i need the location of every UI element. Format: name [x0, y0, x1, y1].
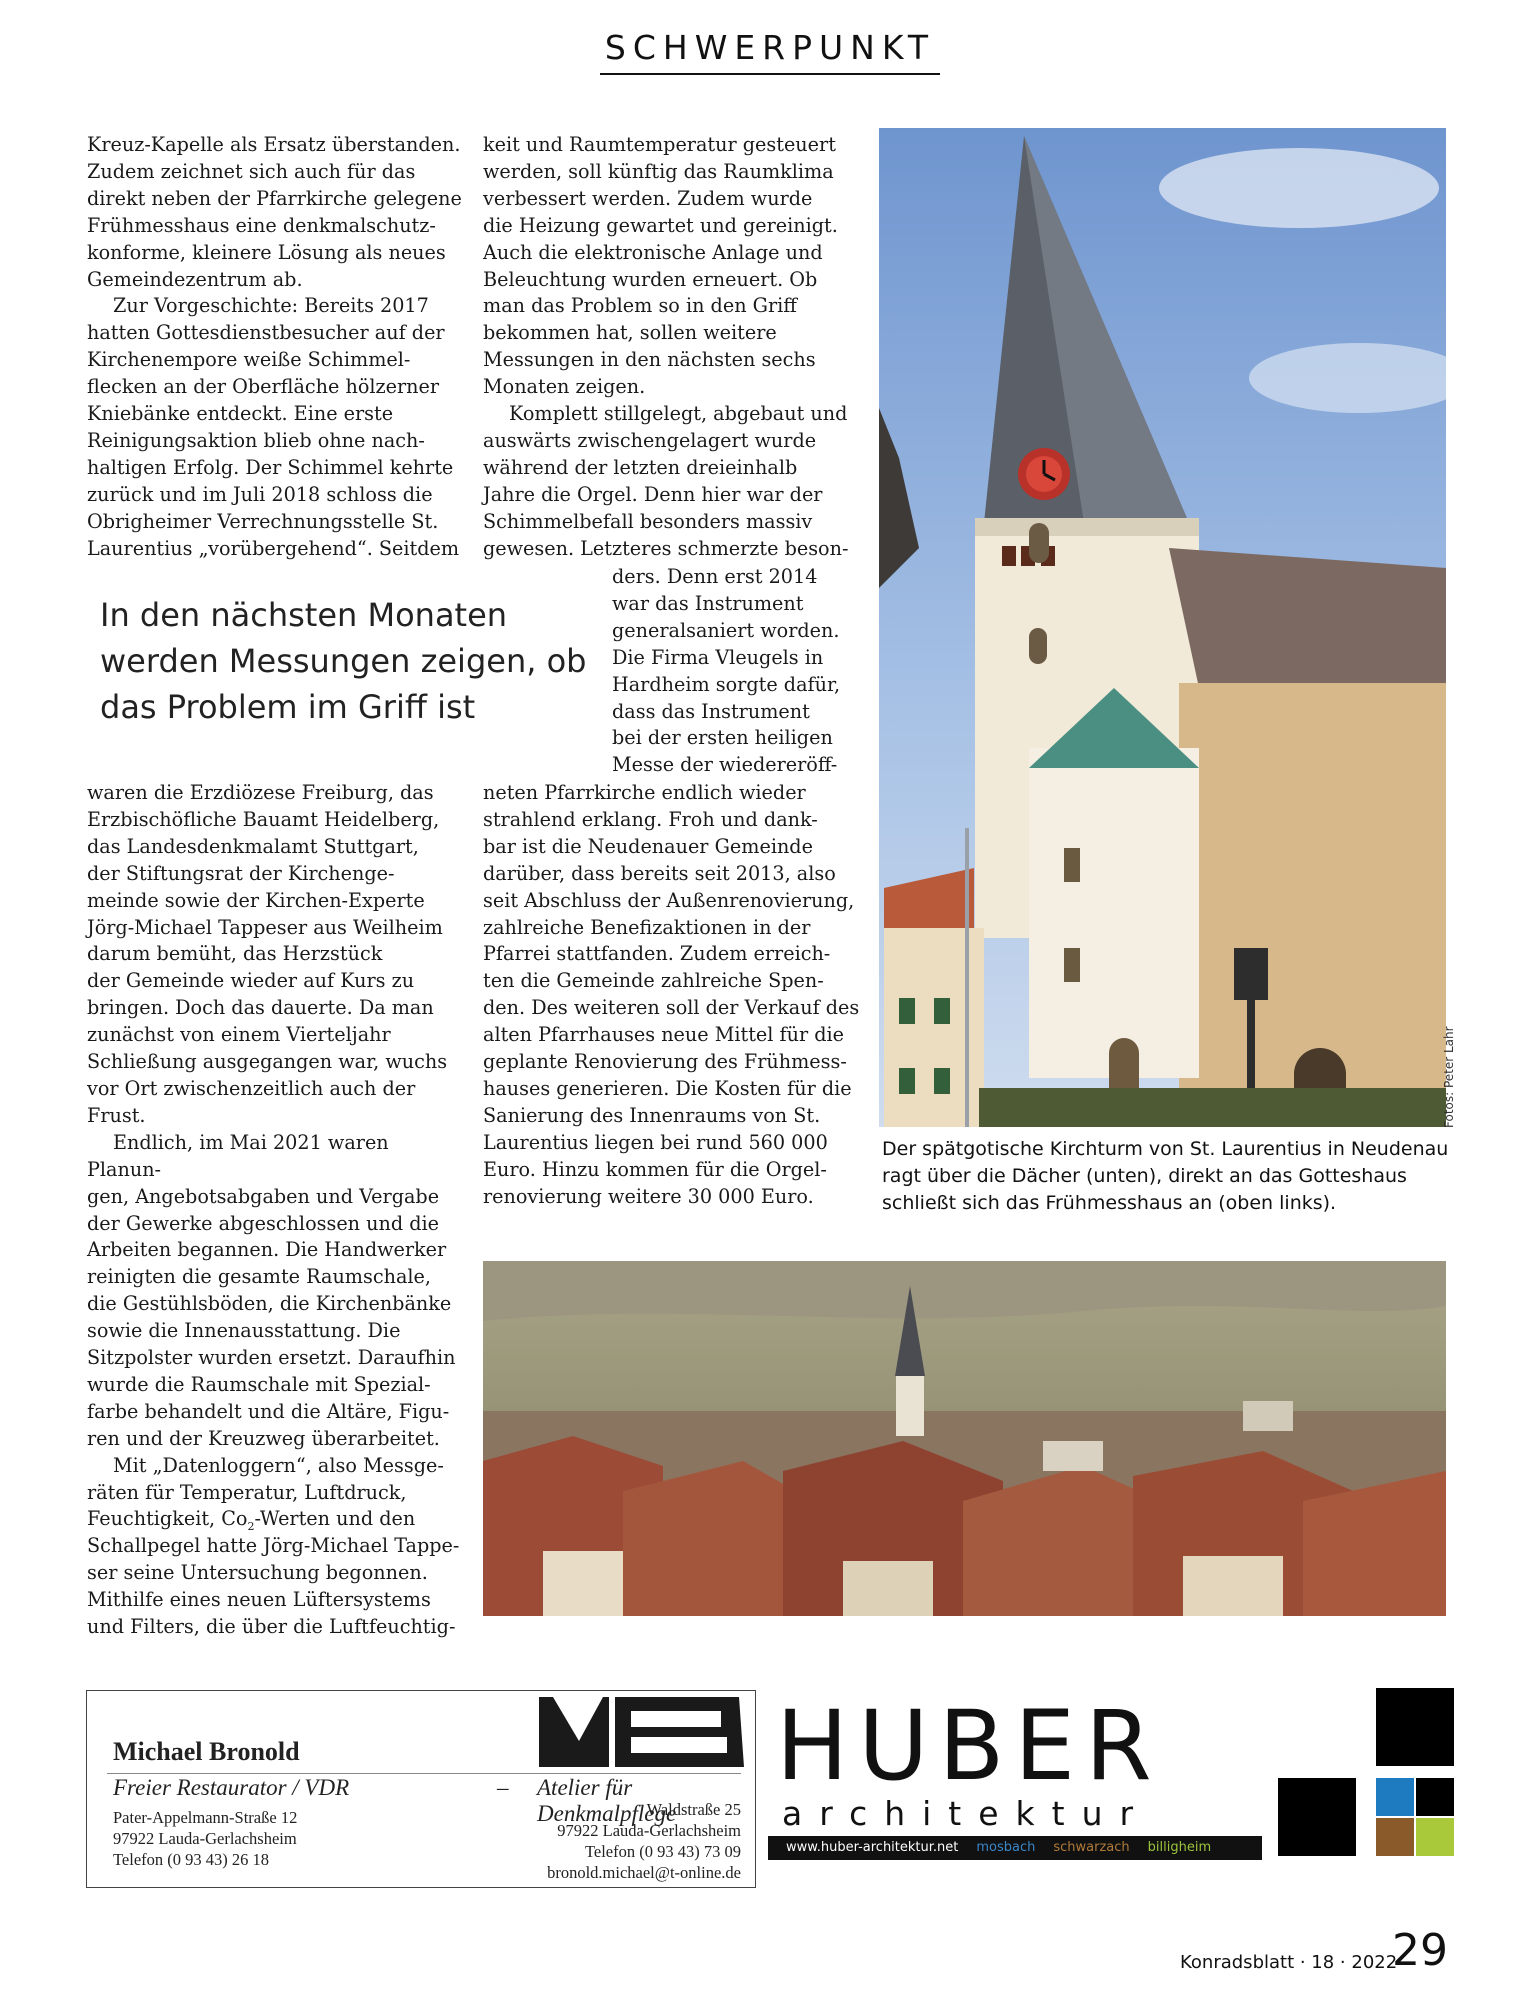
- phone-line: Telefon (0 93 43) 73 09: [584, 1842, 741, 1861]
- text-line: Laurentius „vorübergehend“. Seitdem: [87, 536, 460, 560]
- text-line: bringen. Doch das dauerte. Da man: [87, 996, 434, 1020]
- town-billigheim: billigheim: [1147, 1840, 1212, 1855]
- text-line: darüber, dass bereits seit 2013, also: [483, 861, 836, 885]
- address-line: Waldstraße 25: [646, 1800, 741, 1819]
- church-tower-photo: [879, 128, 1446, 1127]
- text-line: Kirchenempore weiße Schimmel-: [87, 348, 411, 372]
- text-line: ders. Denn erst 2014: [612, 565, 818, 588]
- text-line: seit Abschluss der Außenrenovierung,: [483, 888, 855, 912]
- text-fragment: -Werten und den: [254, 1507, 416, 1531]
- text-line: Obrigheimer Verrechnungsstelle St.: [87, 509, 439, 533]
- text-line: der Gewerke abgeschlossen und die: [87, 1211, 439, 1235]
- text-line: direkt neben der Pfarrkirche gelegene: [87, 186, 462, 210]
- text-line: Frühmesshaus eine denkmalschutz-: [87, 213, 436, 237]
- text-line: gewesen. Letzteres schmerzte beson-: [483, 536, 849, 560]
- huber-logo-sub: architektur: [782, 1794, 1151, 1833]
- text-line: Reinigungsaktion blieb ohne nach-: [87, 428, 425, 452]
- text-line: Kreuz-Kapelle als Ersatz überstanden.: [87, 133, 461, 156]
- text-line: neten Pfarrkirche endlich wieder: [483, 781, 806, 804]
- photo-caption: Der spätgotische Kirchturm von St. Laurentius in Neudenau ragt über die Dächer (unten), direkt an das Gotteshaus schließt sich das Frühmesshaus an (oben links).: [882, 1138, 1449, 1214]
- town-schwarzach: schwarzach: [1053, 1840, 1130, 1855]
- text-line: Sitzpolster wurden ersetzt. Daraufhin: [87, 1346, 456, 1370]
- text-line: Jörg-Michael Tappeser aus Weilheim: [87, 915, 443, 939]
- text-line: farbe behandelt und die Altäre, Figu-: [87, 1399, 450, 1423]
- mb-logo: [539, 1691, 744, 1771]
- text-line: Schließung ausgegangen war, wuchs: [87, 1050, 448, 1074]
- advertiser-title-right: Atelier für Denkmalpflege: [537, 1775, 677, 1826]
- text-line: hatten Gottesdienstbesucher auf der: [87, 321, 445, 345]
- article-column-1-top: [87, 132, 467, 563]
- text-line: Schimmelbefall besonders massiv: [483, 509, 813, 533]
- text-line: Euro. Hinzu kommen für die Orgel-: [483, 1157, 827, 1181]
- text-line: Die Firma Vleugels in: [612, 645, 824, 669]
- logo-square-black-top: [1376, 1688, 1454, 1766]
- text-line: darum bemüht, das Herzstück: [87, 942, 383, 966]
- page-number: 29: [1392, 1925, 1448, 1976]
- text-line: Endlich, im Mai 2021 waren Planun-: [87, 1130, 389, 1181]
- text-line: bekommen hat, sollen weitere: [483, 321, 777, 345]
- photo-credit: Fotos: Peter Lahr: [1442, 1026, 1456, 1128]
- text-line: sowie die Innenausstattung. Die: [87, 1319, 401, 1343]
- text-line: räten für Temperatur, Luftdruck,: [87, 1480, 407, 1504]
- text-line: bar ist die Neudenauer Gemeinde: [483, 834, 813, 858]
- text-line: geplante Renovierung des Frühmess-: [483, 1050, 847, 1074]
- text-line: verbessert werden. Zudem wurde: [483, 186, 813, 210]
- text-line: und Filters, die über die Luftfeuchtig-: [87, 1615, 456, 1639]
- logo-square-black-small: [1416, 1778, 1454, 1816]
- bronold-advertisement: [86, 1690, 756, 1888]
- text-line: die Heizung gewartet und gereinigt.: [483, 213, 838, 237]
- text-line: der Stiftungsrat der Kirchenge-: [87, 861, 395, 885]
- text-line: wurde die Raumschale mit Spezial-: [87, 1372, 431, 1396]
- text-line: das Landesdenkmalamt Stuttgart,: [87, 834, 419, 858]
- text-line: reinigten die gesamte Raumschale,: [87, 1265, 431, 1289]
- text-line: werden, soll künftig das Raumklima: [483, 159, 834, 183]
- text-line: keit und Raumtemperatur gesteuert: [483, 133, 836, 156]
- pull-quote: In den nächsten Monaten werden Messungen zeigen, ob das Problem im Griff ist: [100, 596, 587, 726]
- subscript: 2: [247, 1520, 255, 1534]
- text-line: alten Pfarrhauses neue Mittel für die: [483, 1023, 845, 1047]
- text-line: gen, Angebotsabgaben und Vergabe: [87, 1184, 440, 1208]
- text-line: konforme, kleinere Lösung als neues: [87, 240, 446, 264]
- text-line: ten die Gemeinde zahlreiche Spen-: [483, 969, 824, 993]
- article-column-2-narrow: [612, 564, 862, 779]
- article-column-2-bottom: [483, 780, 863, 1211]
- section-title: SCHWERPUNKT: [600, 28, 940, 75]
- text-line: Zudem zeichnet sich auch für das: [87, 159, 416, 183]
- text-line: Laurentius liegen bei rund 560 000: [483, 1130, 828, 1154]
- page-footer: Konradsblatt · 18 · 2022: [1180, 1952, 1398, 1973]
- text-line: vor Ort zwischenzeitlich auch der: [87, 1076, 416, 1100]
- address-line: 97922 Lauda-Gerlachsheim: [113, 1829, 297, 1848]
- text-line: Beleuchtung wurden erneuert. Ob: [483, 267, 818, 291]
- address-right: [547, 1799, 741, 1883]
- text-line: zunächst von einem Vierteljahr: [87, 1023, 391, 1047]
- text-line: Monaten zeigen.: [483, 375, 646, 399]
- text-line: Zur Vorgeschichte: Bereits 2017: [113, 294, 429, 318]
- text-line: bei der ersten heiligen: [612, 726, 833, 750]
- logo-square-green: [1416, 1818, 1454, 1856]
- text-line: Erzbischöfliche Bauamt Heidelberg,: [87, 807, 440, 831]
- text-line: zahlreiche Benefizaktionen in der: [483, 915, 811, 939]
- text-line: [87, 1506, 467, 1533]
- text-line: Sanierung des Innenraums von St.: [483, 1103, 821, 1127]
- phone-line: Telefon (0 93 43) 26 18: [113, 1850, 270, 1869]
- text-line: Auch die elektronische Anlage und: [483, 240, 823, 264]
- text-line: Kniebänke entdeckt. Eine erste: [87, 402, 394, 426]
- huber-contact-bar: [768, 1836, 1262, 1860]
- text-line: zurück und im Juli 2018 schloss die: [87, 482, 433, 506]
- text-line: waren die Erzdiözese Freiburg, das: [87, 781, 434, 804]
- text-line: war das Instrument: [612, 591, 804, 615]
- text-line: man das Problem so in den Griff: [483, 294, 797, 318]
- text-line: Mit „Datenloggern“, also Messge-: [113, 1453, 444, 1477]
- text-line: Messe der wiedereröff-: [612, 753, 838, 777]
- text-line: flecken an der Oberfläche hölzerner: [87, 375, 440, 399]
- text-line: renovierung weitere 30 000 Euro.: [483, 1184, 814, 1208]
- text-line: Mithilfe eines neuen Lüftersystems: [87, 1588, 431, 1612]
- huber-url: www.huber-architektur.net: [786, 1840, 959, 1855]
- text-line: strahlend erklang. Froh und dank-: [483, 807, 818, 831]
- text-line: ser seine Untersuchung begonnen.: [87, 1561, 428, 1585]
- text-line: hauses generieren. Die Kosten für die: [483, 1076, 852, 1100]
- text-line: während der letzten dreieinhalb: [483, 455, 798, 479]
- article-column-1-bottom: [87, 780, 467, 1641]
- huber-advertisement: [764, 1684, 1454, 1894]
- text-line: Arbeiten begannen. Die Handwerker: [87, 1238, 447, 1262]
- text-line: meinde sowie der Kirchen-Experte: [87, 888, 425, 912]
- address-left: [113, 1807, 297, 1870]
- text-line: Komplett stillgelegt, abgebaut und: [509, 402, 848, 426]
- text-line: Hardheim sorgte dafür,: [612, 672, 841, 696]
- huber-logo-word: HUBER: [776, 1690, 1162, 1802]
- text-line: haltigen Erfolg. Der Schimmel kehrte: [87, 455, 454, 479]
- address-line: Pater-Appelmann-Straße 12: [113, 1808, 298, 1827]
- advertiser-name: Michael Bronold: [113, 1737, 300, 1766]
- text-line: Jahre die Orgel. Denn hier war der: [483, 482, 823, 506]
- town-panorama-photo: [483, 1261, 1446, 1616]
- text-line: Schallpegel hatte Jörg-Michael Tappe-: [87, 1534, 460, 1558]
- text-fragment: Feuchtigkeit, Co: [87, 1507, 248, 1531]
- text-line: generalsaniert worden.: [612, 618, 840, 642]
- text-line: Pfarrei stattfanden. Zudem erreich-: [483, 942, 831, 966]
- text-line: die Gestühlsböden, die Kirchenbänke: [87, 1292, 452, 1316]
- text-line: auswärts zwischengelagert wurde: [483, 428, 817, 452]
- text-line: Messungen in den nächsten sechs: [483, 348, 816, 372]
- advertiser-title-left: Freier Restaurator / VDR: [113, 1775, 350, 1800]
- address-line: 97922 Lauda-Gerlachsheim: [557, 1821, 741, 1840]
- text-line: ren und der Kreuzweg überarbeitet.: [87, 1426, 440, 1450]
- text-line: der Gemeinde wieder auf Kurs zu: [87, 969, 415, 993]
- email-line: bronold.michael@t-online.de: [547, 1863, 741, 1882]
- title-separator: –: [497, 1775, 509, 1800]
- logo-square-black-left: [1278, 1778, 1356, 1856]
- article-column-2-top: [483, 132, 863, 563]
- town-mosbach: mosbach: [976, 1840, 1036, 1855]
- divider: [107, 1773, 741, 1774]
- logo-square-brown: [1376, 1818, 1414, 1856]
- text-line: Frust.: [87, 1103, 146, 1127]
- text-line: dass das Instrument: [612, 699, 810, 723]
- text-line: den. Des weiteren soll der Verkauf des: [483, 996, 860, 1020]
- logo-square-blue: [1376, 1778, 1414, 1816]
- text-line: Gemeindezentrum ab.: [87, 267, 303, 291]
